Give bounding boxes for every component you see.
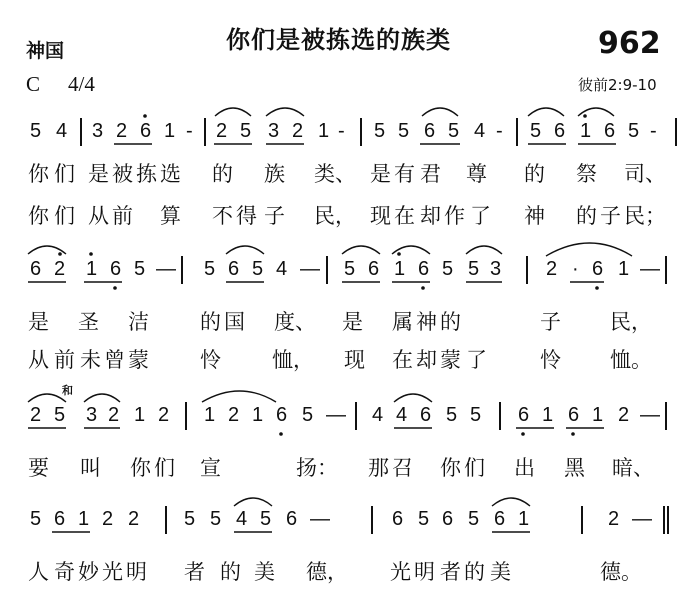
- note: 6: [604, 120, 616, 142]
- lyric-char: 前: [54, 348, 75, 372]
- lyric-char: 你: [28, 162, 49, 186]
- note: 1: [318, 120, 330, 142]
- lyric-char: 类、: [314, 162, 356, 186]
- lyric-char: 拣: [136, 162, 157, 186]
- scripture-reference: 彼前2:9-10: [578, 76, 657, 94]
- lyric-char: 却: [420, 204, 441, 228]
- note: 1: [542, 404, 554, 426]
- lyric-char: 属: [392, 310, 413, 334]
- note: 5: [374, 120, 386, 142]
- octave-dot-low: [113, 286, 117, 290]
- note: 4: [276, 258, 288, 280]
- lyric-char: 子: [540, 310, 561, 334]
- lyric-char: 却: [416, 348, 437, 372]
- lyric-char: 算: [160, 204, 181, 228]
- lyric-char: 者: [440, 560, 461, 584]
- lyric-char: 现: [370, 204, 391, 228]
- lyric-char: 扬：: [296, 456, 338, 480]
- slur: [394, 394, 432, 402]
- note: 5: [30, 120, 42, 142]
- lyric-char: 神: [416, 310, 437, 334]
- hymn-category: 神国: [26, 40, 65, 62]
- note: ·: [572, 258, 579, 280]
- note: 5: [468, 508, 480, 530]
- lyric-char: 神: [524, 204, 545, 228]
- barlines: [81, 118, 676, 534]
- note: 5: [442, 258, 454, 280]
- slur: [28, 394, 66, 402]
- lyric-char: 尊: [466, 162, 487, 186]
- lyric-char: 的: [212, 162, 233, 186]
- note: 2: [54, 258, 66, 280]
- lyric-char: 民；: [624, 204, 666, 228]
- lyric-char: 德，: [306, 560, 348, 584]
- lyric-char: 从: [88, 204, 109, 228]
- lyric-char: 德。: [600, 560, 642, 584]
- note: 5: [260, 508, 272, 530]
- note: 6: [494, 508, 506, 530]
- lyric-char: 君: [420, 162, 441, 186]
- note: 5: [418, 508, 430, 530]
- octave-dot-high: [143, 114, 147, 118]
- note: 1: [580, 120, 592, 142]
- hymn-number: 962: [598, 26, 661, 61]
- note: 4: [236, 508, 248, 530]
- lyric-char: 子: [600, 204, 621, 228]
- key-signature: C: [26, 72, 41, 96]
- octave-dots: [58, 114, 599, 436]
- note: 2: [158, 404, 170, 426]
- slur: [215, 108, 251, 116]
- note: 6: [286, 508, 298, 530]
- note: 2: [128, 508, 140, 530]
- lyric-char: 们: [54, 162, 75, 186]
- note: —: [640, 404, 660, 426]
- note: 1: [618, 258, 630, 280]
- note: -: [650, 120, 657, 142]
- lyric-char: 光: [102, 560, 123, 584]
- note: 6: [420, 404, 432, 426]
- lyric-char: 妙: [78, 560, 99, 584]
- note: 2: [116, 120, 128, 142]
- lyric-char: 黑: [564, 456, 585, 480]
- note: 6: [418, 258, 430, 280]
- note: —: [156, 258, 176, 280]
- note: 2: [228, 404, 240, 426]
- note: 5: [398, 120, 410, 142]
- lyric-char: 洁: [128, 310, 149, 334]
- lyric-char: 是: [88, 162, 109, 186]
- note: -: [338, 120, 345, 142]
- beams: [28, 144, 616, 532]
- note: 6: [140, 120, 152, 142]
- note: 3: [268, 120, 280, 142]
- note: 6: [568, 404, 580, 426]
- lyric-char: 子: [264, 204, 285, 228]
- lyric-char: 度、: [274, 310, 316, 334]
- octave-dot-low: [595, 286, 599, 290]
- lyric-char: 你: [130, 456, 151, 480]
- lyric-char: 是: [370, 162, 391, 186]
- octave-dot-high: [583, 114, 587, 118]
- slur: [84, 394, 120, 402]
- lyric-char: 恤，: [272, 348, 314, 372]
- lyric-char: 蒙: [440, 348, 461, 372]
- lyric-char: 圣: [78, 310, 99, 334]
- note: 5: [446, 404, 458, 426]
- lyric-char: 有: [394, 162, 415, 186]
- lyric-char: 了: [470, 204, 491, 228]
- hymn-title: 你们是被拣选的族类: [226, 26, 451, 54]
- note: 3: [490, 258, 502, 280]
- note: 6: [442, 508, 454, 530]
- lyric-char: 要: [28, 456, 49, 480]
- note: 4: [474, 120, 486, 142]
- lyric-char: 你: [28, 204, 49, 228]
- lyric-char: 的: [200, 310, 221, 334]
- lyric-char: 们: [154, 456, 175, 480]
- note: 5: [470, 404, 482, 426]
- lyric-char: 不: [212, 204, 233, 228]
- note: 6: [518, 404, 530, 426]
- note: -: [496, 120, 503, 142]
- note: 5: [530, 120, 542, 142]
- lyric-char: 的: [440, 310, 461, 334]
- slur: [466, 246, 502, 254]
- note: 4: [56, 120, 68, 142]
- lyric-char: 民，: [610, 310, 652, 334]
- note: 3: [86, 404, 98, 426]
- note: 2: [618, 404, 630, 426]
- slur: [266, 108, 304, 116]
- voice-marking: 和: [62, 384, 73, 397]
- note: —: [632, 508, 652, 530]
- note: 1: [252, 404, 264, 426]
- lyric-char: 暗、: [612, 456, 654, 480]
- lyric-char: 怜: [540, 348, 561, 372]
- note: 6: [554, 120, 566, 142]
- note: 6: [276, 404, 288, 426]
- lyric-char: 国: [224, 310, 245, 334]
- lyric-char: 叫: [80, 456, 101, 480]
- note: 5: [30, 508, 42, 530]
- lyric-char: 得: [236, 204, 257, 228]
- lyric-char: 那: [368, 456, 389, 480]
- lyric-char: 曾: [104, 348, 125, 372]
- lyric-char: 从: [28, 348, 49, 372]
- note: 6: [54, 508, 66, 530]
- note: 6: [110, 258, 122, 280]
- note: 4: [372, 404, 384, 426]
- note: 5: [134, 258, 146, 280]
- note: 5: [210, 508, 222, 530]
- note: -: [186, 120, 193, 142]
- lyric-char: 们: [54, 204, 75, 228]
- slur: [342, 246, 380, 254]
- lyric-char: 作: [444, 204, 465, 228]
- note: 6: [368, 258, 380, 280]
- note: 1: [78, 508, 90, 530]
- lyric-char: 明: [414, 560, 435, 584]
- note: 1: [518, 508, 530, 530]
- lyric-char: 被: [112, 162, 133, 186]
- lyric-char: 是: [28, 310, 49, 334]
- note: 5: [204, 258, 216, 280]
- note: 3: [92, 120, 104, 142]
- note: 6: [392, 508, 404, 530]
- note: 5: [54, 404, 66, 426]
- slur: [546, 243, 632, 256]
- note: 6: [228, 258, 240, 280]
- note: —: [640, 258, 660, 280]
- slur: [492, 498, 530, 506]
- octave-dot-high: [89, 252, 93, 256]
- lyric-char: 现: [344, 348, 365, 372]
- note: 5: [468, 258, 480, 280]
- lyric-char: 宣: [200, 456, 221, 480]
- lyric-char: 的: [524, 162, 545, 186]
- lyric-char: 者: [184, 560, 205, 584]
- lyric-char: 祭: [576, 162, 597, 186]
- slur: [528, 108, 564, 116]
- octave-dot-low: [571, 432, 575, 436]
- note: 1: [204, 404, 216, 426]
- octave-dot-high: [397, 252, 401, 256]
- lyric-char: 司、: [624, 162, 666, 186]
- lyric-char: 蒙: [128, 348, 149, 372]
- note: —: [310, 508, 330, 530]
- slur: [422, 108, 458, 116]
- lyric-char: 在: [394, 204, 415, 228]
- octave-dot-low: [521, 432, 525, 436]
- note: 2: [546, 258, 558, 280]
- lyric-char: 的: [220, 560, 241, 584]
- note: 6: [424, 120, 436, 142]
- note: —: [300, 258, 320, 280]
- lyric-char: 美: [254, 560, 275, 584]
- note: 5: [344, 258, 356, 280]
- lyric-char: 的: [464, 560, 485, 584]
- slur: [226, 246, 264, 254]
- note: 2: [216, 120, 228, 142]
- note: 5: [448, 120, 460, 142]
- lyric-char: 召: [392, 456, 413, 480]
- lyric-char: 族: [264, 162, 285, 186]
- note: 5: [252, 258, 264, 280]
- note: 1: [394, 258, 406, 280]
- note: 6: [30, 258, 42, 280]
- lyric-char: 选: [160, 162, 181, 186]
- note: 2: [608, 508, 620, 530]
- note: 1: [592, 404, 604, 426]
- lyric-char: 恤。: [610, 348, 652, 372]
- slur: [202, 391, 276, 402]
- lyric-char: 是: [342, 310, 363, 334]
- lyric-char: 了: [466, 348, 487, 372]
- note: 5: [302, 404, 314, 426]
- octave-dot-high: [58, 252, 62, 256]
- note: 6: [592, 258, 604, 280]
- note: 2: [292, 120, 304, 142]
- octave-dot-low: [279, 432, 283, 436]
- note: 2: [102, 508, 114, 530]
- note: 1: [86, 258, 98, 280]
- octave-dot-low: [421, 286, 425, 290]
- lyric-char: 人: [28, 560, 49, 584]
- note: 5: [240, 120, 252, 142]
- lyric-char: 美: [490, 560, 511, 584]
- note: 1: [164, 120, 176, 142]
- slur: [578, 108, 614, 116]
- lyric-char: 你: [440, 456, 461, 480]
- note: —: [326, 404, 346, 426]
- lyric-char: 光: [390, 560, 411, 584]
- lyric-char: 民，: [314, 204, 356, 228]
- lyric-char: 出: [514, 456, 535, 480]
- lyric-char: 未: [80, 348, 101, 372]
- slurs: [28, 108, 632, 506]
- note: 1: [134, 404, 146, 426]
- note: 5: [184, 508, 196, 530]
- lyric-char: 的: [576, 204, 597, 228]
- lyric-char: 们: [464, 456, 485, 480]
- lyric-char: 奇: [54, 560, 75, 584]
- note: 5: [628, 120, 640, 142]
- note: 2: [108, 404, 120, 426]
- slur: [234, 498, 272, 506]
- note: 2: [30, 404, 42, 426]
- note: 4: [396, 404, 408, 426]
- lyric-char: 在: [392, 348, 413, 372]
- lyric-char: 怜: [200, 348, 221, 372]
- time-signature: 4/4: [68, 72, 95, 96]
- lyric-char: 前: [112, 204, 133, 228]
- lyric-char: 明: [126, 560, 147, 584]
